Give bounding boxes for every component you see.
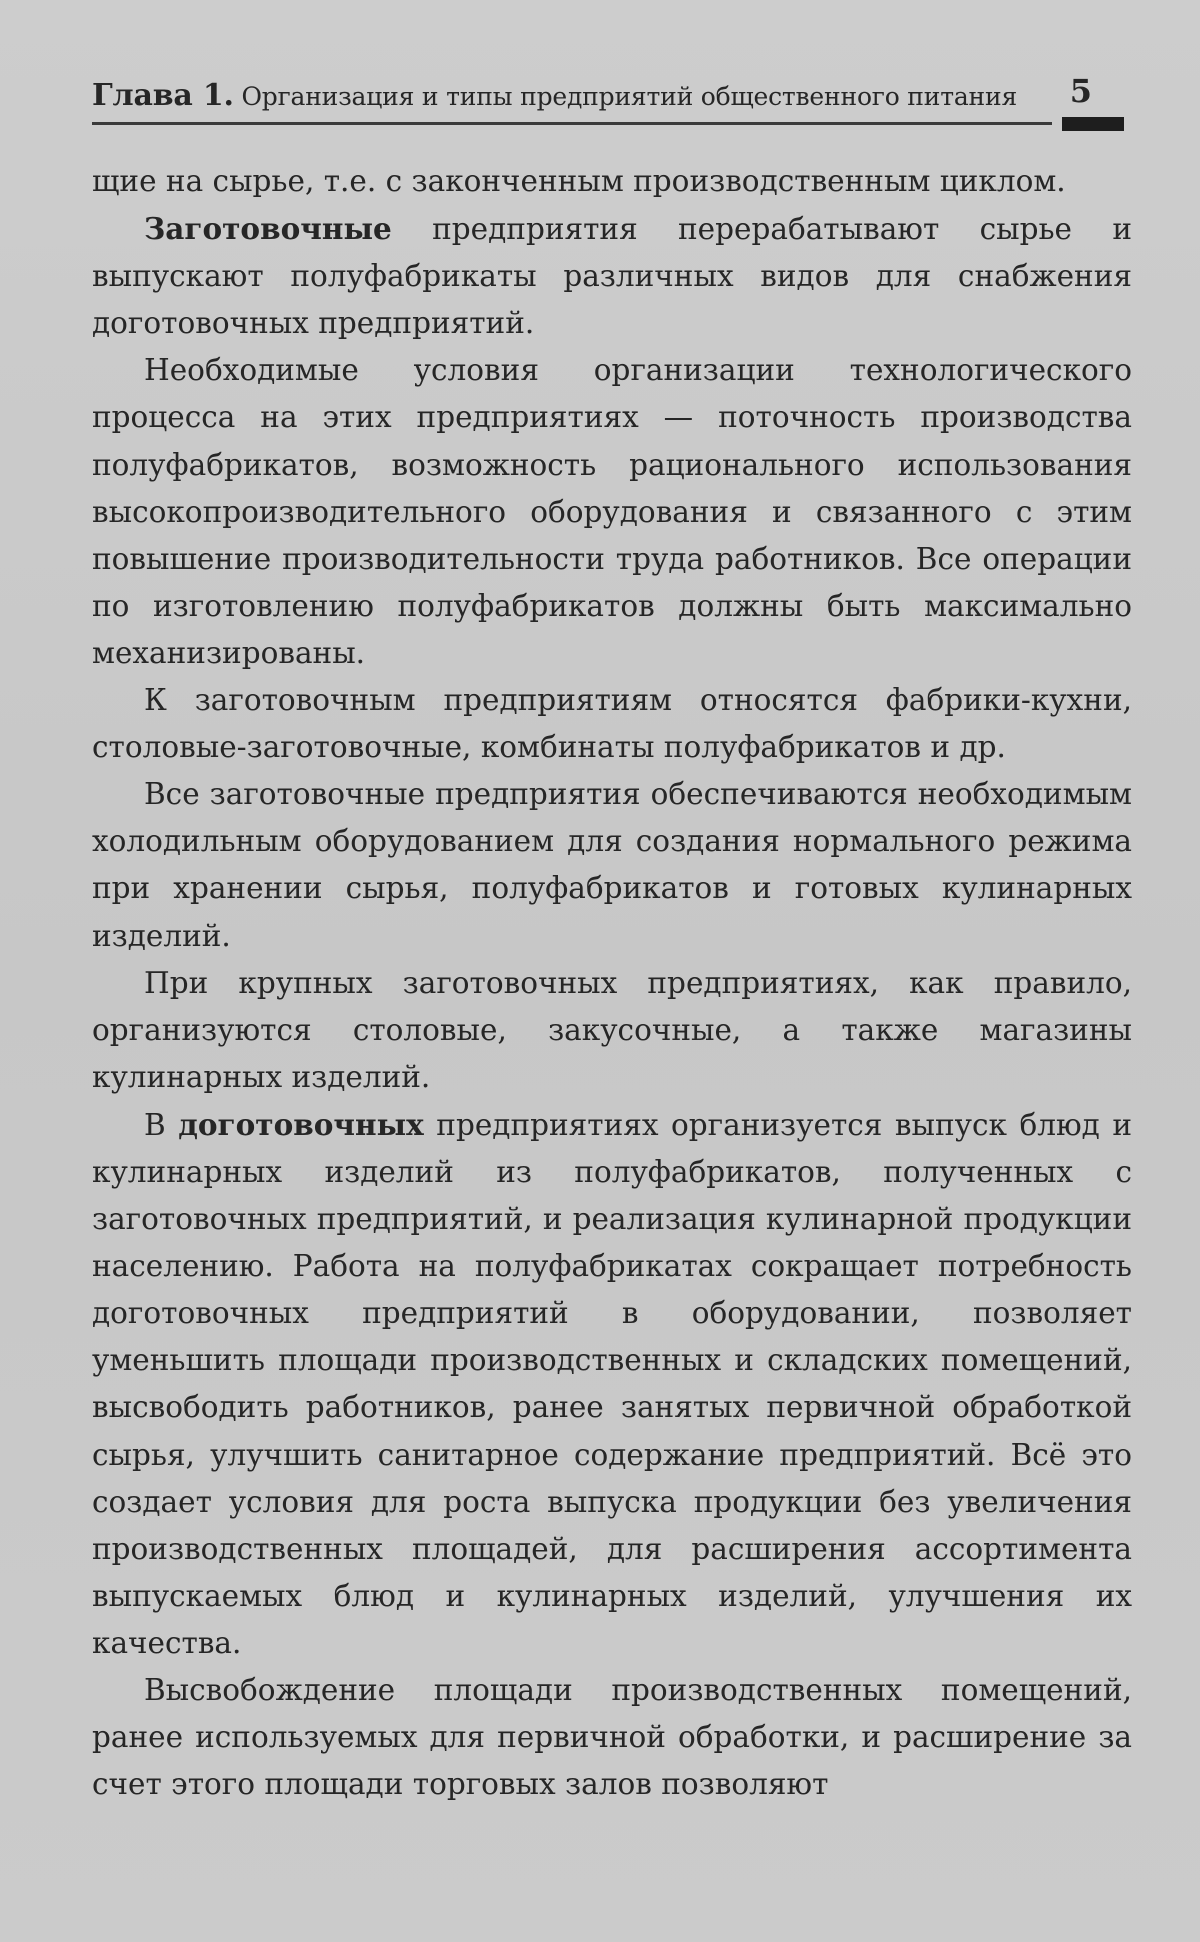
- page-number: 5: [1069, 72, 1092, 110]
- paragraph-6: При крупных заготовочных предприятиях, как правило, организуются столовые, закусочные, а также магазины кулинарных изделий.: [92, 965, 1132, 1094]
- page-header: [92, 70, 1132, 134]
- running-head: [92, 78, 1017, 113]
- chapter-title: Организация и типы предприятий общественного питания: [233, 82, 1018, 111]
- paragraph-5: Все заготовочные предприятия обеспечиваются необходимым холодильным оборудованием для создания нормального режима при хранении сырья, полуфабрикатов и готовых кулинарных изделий.: [92, 777, 1132, 953]
- term-zagotovochnye: Заготовочные: [144, 211, 392, 247]
- paragraph-7-text: предприятиях организуется выпуск блюд и кулинарных изделий из полуфабрикатов, полученных с заготовочных предприятий, и реализация кулинарной продукции населению. Работа на полуфабрикатах сокращает потребность доготовочных предприятий в оборудовании, позволяет уменьшить площади производственных и складских помещений, высвободить работников, ранее занятых первичной обработкой сырья, улучшить санитарное содержание предприятий. Всё это создает условия для роста выпуска продукции без увеличения производственных площадей, для расширения ассортимента выпускаемых блюд и кулинарных изделий, улучшения их качества.: [92, 1107, 1133, 1660]
- paragraph-2: [92, 205, 1132, 347]
- body-text: [92, 158, 1132, 1808]
- chapter-label: Глава 1.: [92, 78, 234, 113]
- paragraph-2-text: предприятия перерабатывают сырье и выпускают полуфабрикаты различных видов для снабжения доготовочных предприятий.: [92, 212, 1132, 341]
- paragraph-3: Необходимые условия организации технологического процесса на этих предприятиях — поточность производства полуфабрикатов, возможность рационального использования высокопроизводительного оборудования и связанного с этим повышение производительности труда работников. Все операции по изготовлению полуфабрикатов должны быть максимально механизированы.: [92, 353, 1132, 670]
- term-dogotovochnye: доготовочных: [178, 1106, 424, 1142]
- header-tab-marker: [1062, 117, 1124, 131]
- paragraph-7: [92, 1101, 1132, 1667]
- paragraph-1: щие на сырье, т.е. с законченным производственным циклом.: [92, 164, 1066, 198]
- header-rule: [92, 122, 1052, 125]
- paragraph-8: Высвобождение площади производственных помещений, ранее используемых для первичной обработки, и расширение за счет этого площади торговых залов позволяют: [92, 1673, 1132, 1802]
- paragraph-7-lead: В: [144, 1107, 179, 1142]
- paragraph-4: К заготовочным предприятиям относятся фабрики-кухни, столовые-заготовочные, комбинаты полуфабрикатов и др.: [92, 683, 1132, 765]
